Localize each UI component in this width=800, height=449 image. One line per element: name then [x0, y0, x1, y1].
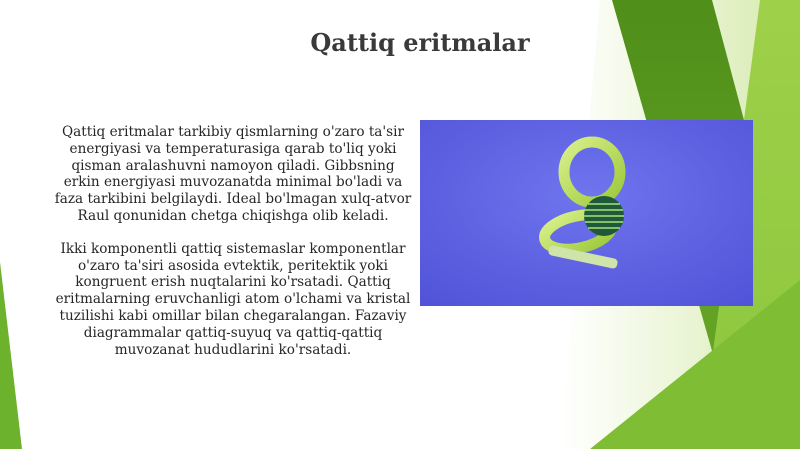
paragraph-1: Qattiq eritmalar tarkibiy qismlarning o'zaro ta'sir energiyasi va temperaturasiga qarab to'liq yoki qisman aralashuvni namoyon qiladi. Gibbsning erkin energiyasi muvozanatda minimal bo'ladi va faza tarkibini belgilaydi. Ideal bo'lmagan xulq-atvor Raul qonunidan chetga chiqishga olib keladi. [54, 124, 412, 224]
slide-image [420, 120, 753, 306]
paragraph-2: Ikki komponentli qattiq sistemaslar komponentlar o'zaro ta'siri asosida evtektik, peritektik yoki kongruent erish nuqtalarini ko'rsatadi. Qattiq eritmalarning eruvchanligi atom o'lchami va kristal tuzilishi kabi omillar bilan chegaralangan. Fazaviy diagrammalar qattiq-suyuq va qattiq-qattiq muvozanat hududlarini ko'rsatadi. [55, 240, 411, 358]
left-green-sliver [0, 262, 22, 449]
slide-body [52, 124, 414, 358]
slide-title: Qattiq eritmalar [310, 28, 530, 57]
